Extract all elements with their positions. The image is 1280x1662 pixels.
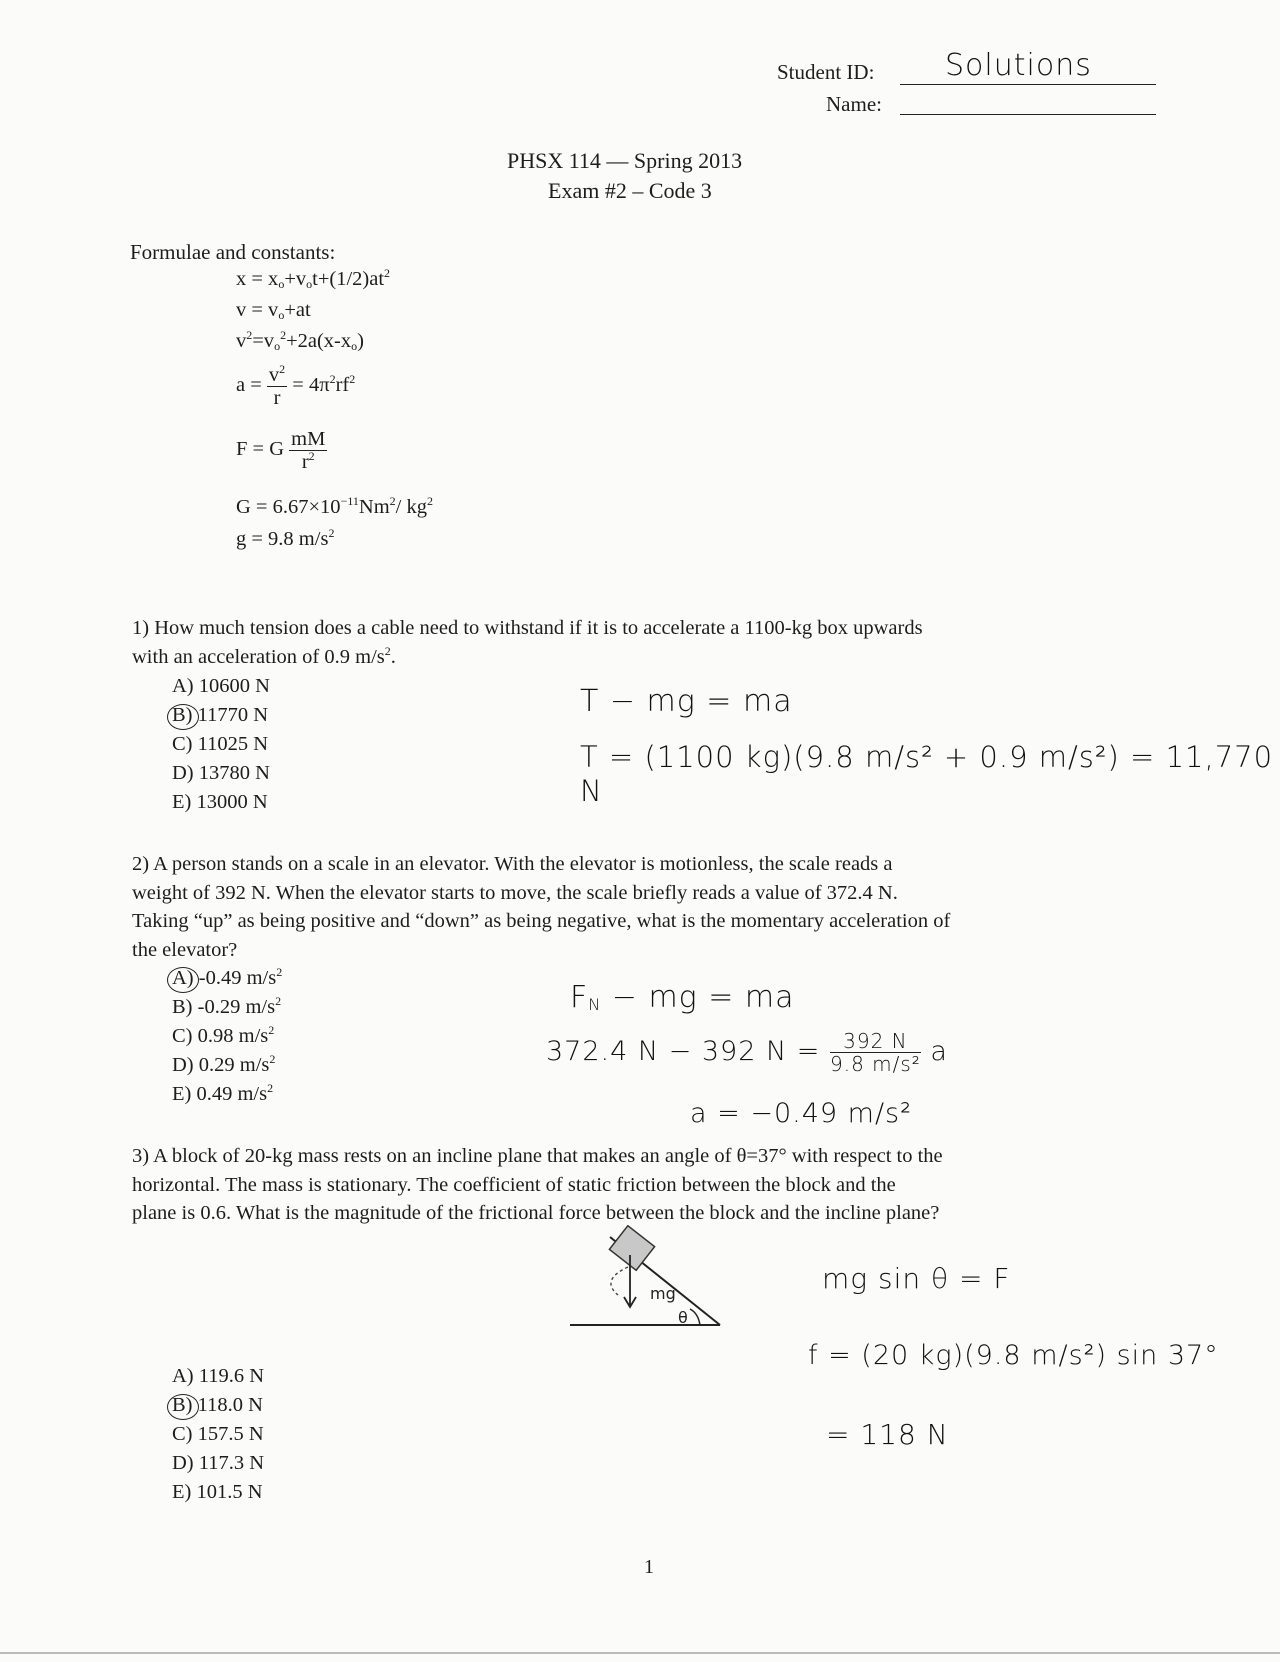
formula-g-constant: $G = 6.67\times 10^{-11}Nm^2/$ $kg^2$ [236, 494, 433, 518]
course-title: PHSX 114 — Spring 2013 [507, 148, 743, 173]
answer-circle [167, 1394, 199, 1420]
student-id-label: Student ID: [777, 60, 875, 84]
option[interactable]: B) 118.0 N [172, 1391, 264, 1420]
answer-circle [167, 704, 199, 730]
formula-g-accel: g = 9.8 $m/s^2$ [236, 526, 335, 550]
diagram-mg-label: mg [650, 1284, 676, 1303]
formula-gravitation: F = G $\frac{mM}{r^2}$ [236, 428, 326, 473]
option[interactable]: D) 117.3 N [172, 1452, 265, 1474]
student-id-line [900, 84, 1156, 85]
q3-work-line3: = 118 N [826, 1418, 949, 1451]
formula-velocity: $v = v_o+at$ [236, 299, 311, 322]
bottom-scan-edge [0, 1652, 1280, 1654]
incline-diagram [560, 1225, 730, 1345]
option[interactable]: C) 157.5 N [172, 1423, 264, 1445]
q2-work-line2: 372.4 N − 392 N = $\frac{392 N}{\text{9.8 m/s²}}$ a [546, 1029, 948, 1076]
answer-circle [167, 967, 199, 993]
question-1-text: 1) How much tension does a cable need to withstand if it is to accelerate a 1100-kg box upwards with an acceleration of 0.9 $m/s^2$. [132, 617, 923, 668]
option[interactable]: E) 13000 N [172, 791, 268, 813]
q2-work-line1: $F_N$ − mg = ma [570, 980, 795, 1015]
option[interactable]: E) 0.49 $m/s^2$ [172, 1081, 274, 1105]
student-id-value: Solutions [945, 48, 1092, 83]
option[interactable]: A) -0.49 $m/s^2$ [172, 964, 282, 993]
question-2-text: 2) A person stands on a scale in an elevator. With the elevator is motionless, the scale reads a weight of 392 N. When the elevator starts to move, the scale briefly reads a value of 372.4 N. Taking “up” as being positive and “down” as being negative, what is the momentary acceleration of the elevator? [132, 853, 951, 961]
option[interactable]: A) 119.6 N [172, 1365, 265, 1387]
formulae-heading: Formulae and constants: [130, 240, 336, 264]
question-3-text: 3) A block of 20-kg mass rests on an incline plane that makes an angle of θ=37° with respect to the horizontal. The mass is stationary. The coefficient of static friction between the block and the plane is 0.6. What is the magnitude of the frictional force between the block and the incline plane? [132, 1145, 943, 1224]
option[interactable]: C) 0.98 $m/s^2$ [172, 1023, 275, 1047]
option[interactable]: D) 13780 N [172, 762, 270, 784]
formula-centripetal: a = $\frac{v^2}{r}$ = $4\pi^2rf^2$ [236, 362, 356, 409]
formula-position: $x = x_o+v_ot+(1/2)at^2$ [236, 266, 391, 291]
q1-work-line1: T − mg = ma [580, 684, 793, 719]
option[interactable]: C) 11025 N [172, 733, 269, 755]
exam-title: Exam #2 – Code 3 [548, 178, 712, 203]
question-2-options [172, 964, 282, 1109]
option[interactable]: A) 10600 N [172, 675, 270, 697]
option[interactable]: E) 101.5 N [172, 1481, 263, 1503]
option[interactable]: B) 11770 N [172, 701, 270, 730]
question-1-options [172, 672, 270, 817]
name-line [900, 114, 1156, 115]
option[interactable]: B) -0.29 $m/s^2$ [172, 994, 282, 1018]
name-label: Name: [826, 92, 882, 116]
q1-work-line2: T = (1100 kg)(9.8 m/s² + 0.9 m/s²) = 11,770 N [580, 740, 1274, 808]
q2-work-line3: a = −0.49 m/s² [690, 1098, 912, 1129]
option[interactable]: D) 0.29 $m/s^2$ [172, 1052, 276, 1076]
formula-velocity-squared: $v^2=v_o^2+2a(x-x_o)$ [236, 328, 364, 353]
q3-work-line2: f = (20 kg)(9.8 m/s²) sin 37° [808, 1340, 1219, 1371]
question-3-options [172, 1362, 264, 1507]
diagram-theta-label: θ [678, 1308, 688, 1327]
q3-work-line1: mg sin θ = F [822, 1262, 1011, 1295]
page-number: 1 [644, 1556, 654, 1578]
